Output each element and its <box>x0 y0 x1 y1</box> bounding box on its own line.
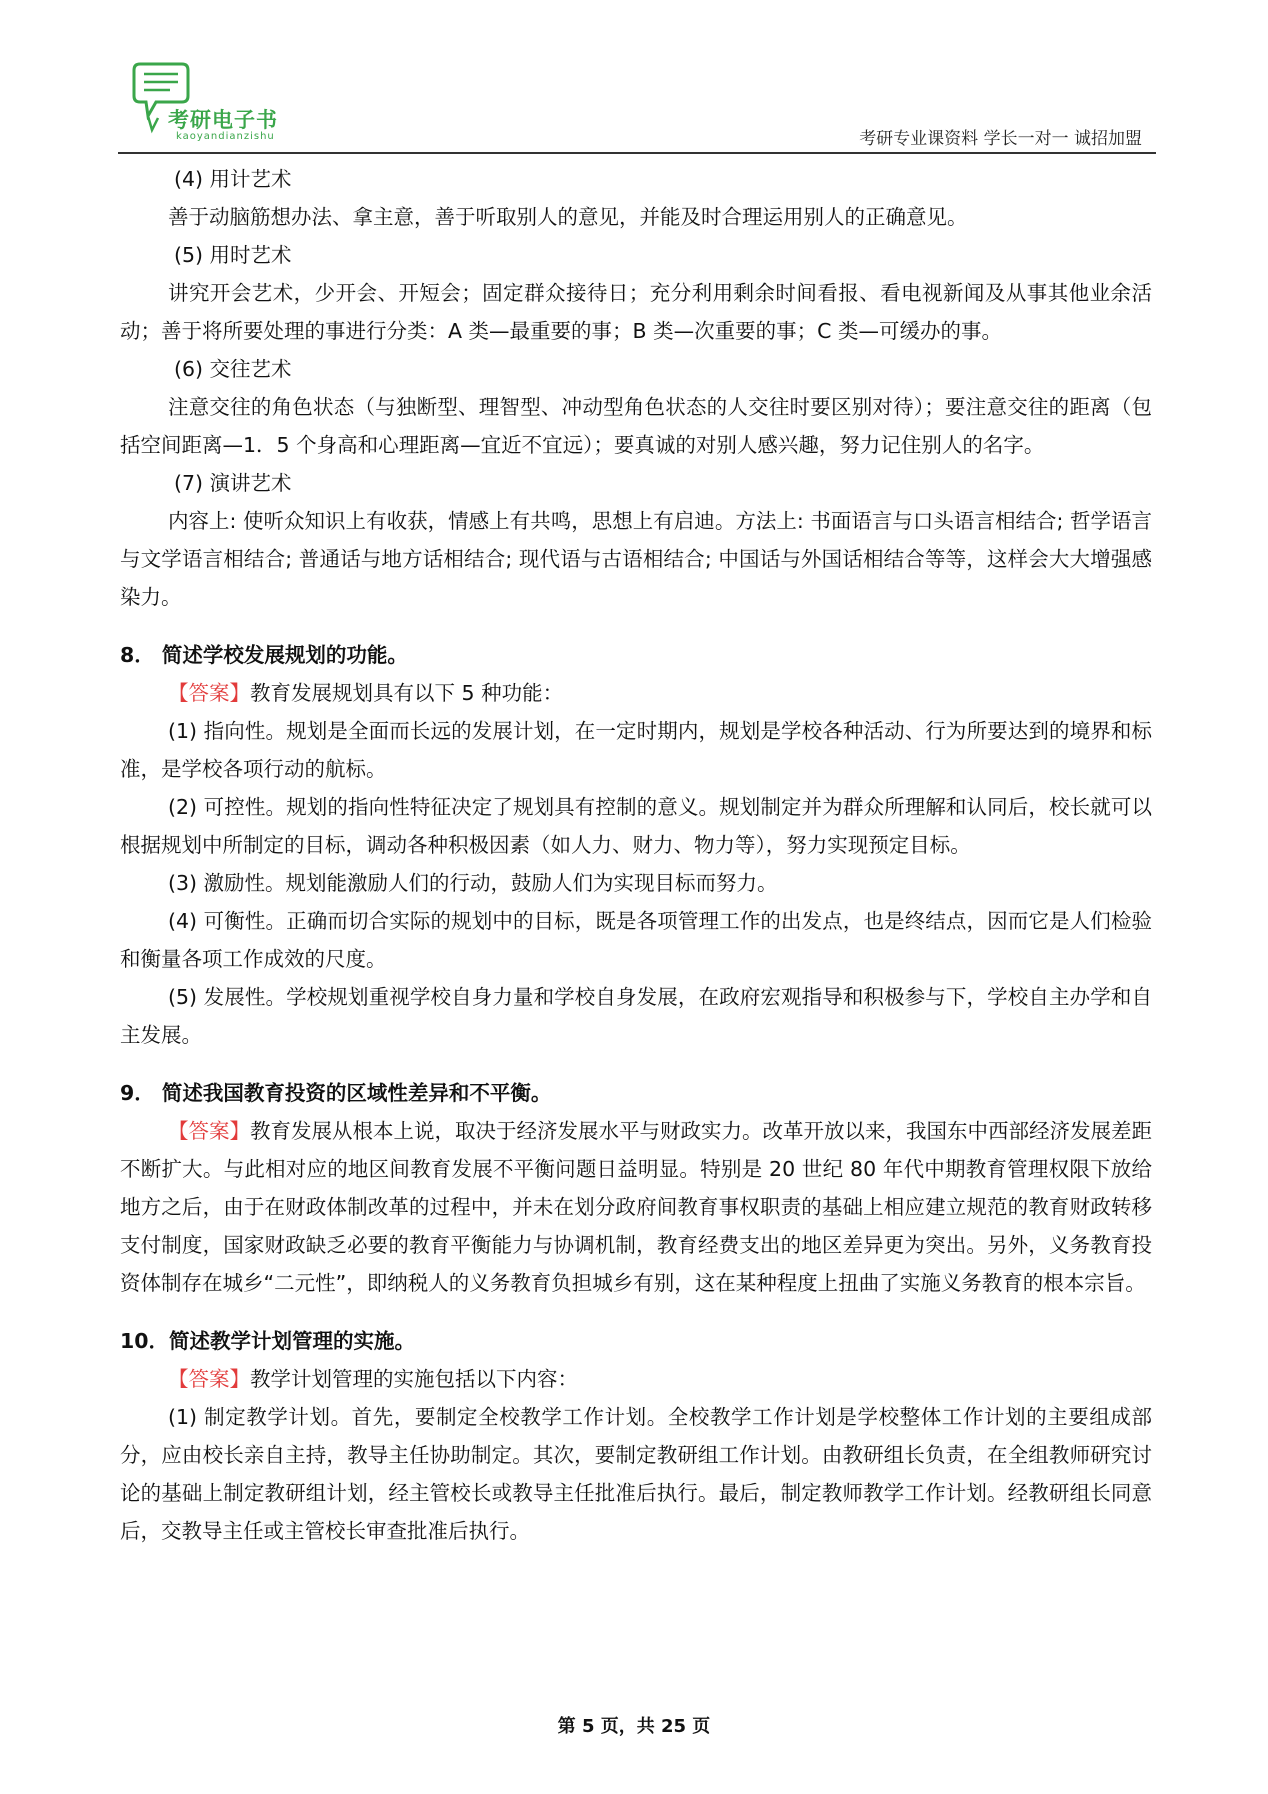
paragraph: 善于动脑筋想办法、拿主意，善于听取别人的意见，并能及时合理运用别人的正确意见。 <box>168 205 968 229</box>
page-header <box>118 58 1156 154</box>
subheading: (4) 用计艺术 <box>174 167 292 191</box>
answer-paragraph <box>120 674 1152 712</box>
paragraph: (1) 制定教学计划。首先，要制定全校教学工作计划。全校教学工作计划是学校整体工作计划的主要组成部分，应由校长亲自主持，教导主任协助制定。其次，要制定教研组工作计划。由教研组长负责，在全组教师研究讨论的基础上制定教研组计划，经主管校长或教导主任批准后执行。最后，制定教师教学工作计划。经教研组长同意后，交教导主任或主管校长审查批准后执行。 <box>120 1405 1152 1543</box>
question-heading: 9． 简述我国教育投资的区域性差异和不平衡。 <box>120 1081 552 1105</box>
answer-paragraph <box>120 1112 1152 1302</box>
logo-subtext: kaoyandianzishu <box>176 131 275 142</box>
answer-paragraph <box>120 1360 1152 1398</box>
paragraph: (3) 激励性。规划能激励人们的行动，鼓励人们为实现目标而努力。 <box>168 871 778 895</box>
paragraph: (5) 发展性。学校规划重视学校自身力量和学校自身发展，在政府宏观指导和积极参与下，学校自主办学和自主发展。 <box>120 985 1152 1047</box>
paragraph: (1) 指向性。规划是全面而长远的发展计划，在一定时期内，规划是学校各种活动、行为所要达到的境界和标准，是学校各项行动的航标。 <box>120 719 1152 781</box>
header-tagline: 考研专业课资料 学长一对一 诚招加盟 <box>859 129 1142 149</box>
answer-tag: 【答案】 <box>168 681 250 705</box>
answer-text: 教育发展从根本上说，取决于经济发展水平与财政实力。改革开放以来，我国东中西部经济发展差距不断扩大。与此相对应的地区间教育发展不平衡问题日益明显。特别是 20 世纪 80 年代中期教育管理权限下放给地方之后，由于在财政体制改革的过程中，并未在划分政府间教育事权职责的基础上相应建立规范的教育财政转移支付制度，国家财政缺乏必要的教育平衡能力与协调机制，教育经费支出的地区差异更为突出。另外，义务教育投资体制存在城乡“二元性”，即纳税人的义务教育负担城乡有别，这在某种程度上扭曲了实施义务教育的根本宗旨。 <box>120 1119 1152 1295</box>
question-heading: 10．简述教学计划管理的实施。 <box>120 1329 416 1353</box>
document-body <box>120 160 1152 1550</box>
answer-tag: 【答案】 <box>168 1367 250 1391</box>
logo-text: 考研电子书 <box>168 108 278 132</box>
paragraph: (2) 可控性。规划的指向性特征决定了规划具有控制的意义。规划制定并为群众所理解和认同后，校长就可以根据规划中所制定的目标，调动各种积极因素（如人力、财力、物力等），努力实现预定目标。 <box>120 795 1152 857</box>
subheading: (7) 演讲艺术 <box>174 471 292 495</box>
paragraph: 内容上: 使听众知识上有收获，情感上有共鸣，思想上有启迪。方法上: 书面语言与口头语言相结合; 哲学语言与文学语言相结合; 普通话与地方话相结合; 现代语与古语相结合; 中国话与外国话相结合等等，这样会大大增强感染力。 <box>120 509 1152 609</box>
header-divider <box>118 152 1156 154</box>
page-number: 第 5 页，共 25 页 <box>557 1716 711 1737</box>
subheading: (6) 交往艺术 <box>174 357 292 381</box>
answer-text: 教育发展规划具有以下 5 种功能： <box>250 681 564 705</box>
answer-text: 教学计划管理的实施包括以下内容： <box>250 1367 578 1391</box>
paragraph: 讲究开会艺术，少开会、开短会；固定群众接待日；充分利用剩余时间看报、看电视新闻及从事其他业余活动；善于将所要处理的事进行分类：A 类—最重要的事；B 类—次重要的事；C 类—可缓办的事。 <box>120 281 1152 343</box>
answer-tag: 【答案】 <box>168 1119 250 1143</box>
subheading: (5) 用时艺术 <box>174 243 292 267</box>
paragraph: 注意交往的角色状态（与独断型、理智型、冲动型角色状态的人交往时要区别对待）；要注意交往的距离（包括空间距离—1．5 个身高和心理距离—宜近不宜远）；要真诚的对别人感兴趣，努力记住别人的名字。 <box>120 395 1152 457</box>
logo <box>130 58 300 148</box>
question-heading: 8． 简述学校发展规划的功能。 <box>120 643 408 667</box>
paragraph: (4) 可衡性。正确而切合实际的规划中的目标，既是各项管理工作的出发点，也是终结点，因而它是人们检验和衡量各项工作成效的尺度。 <box>120 909 1152 971</box>
